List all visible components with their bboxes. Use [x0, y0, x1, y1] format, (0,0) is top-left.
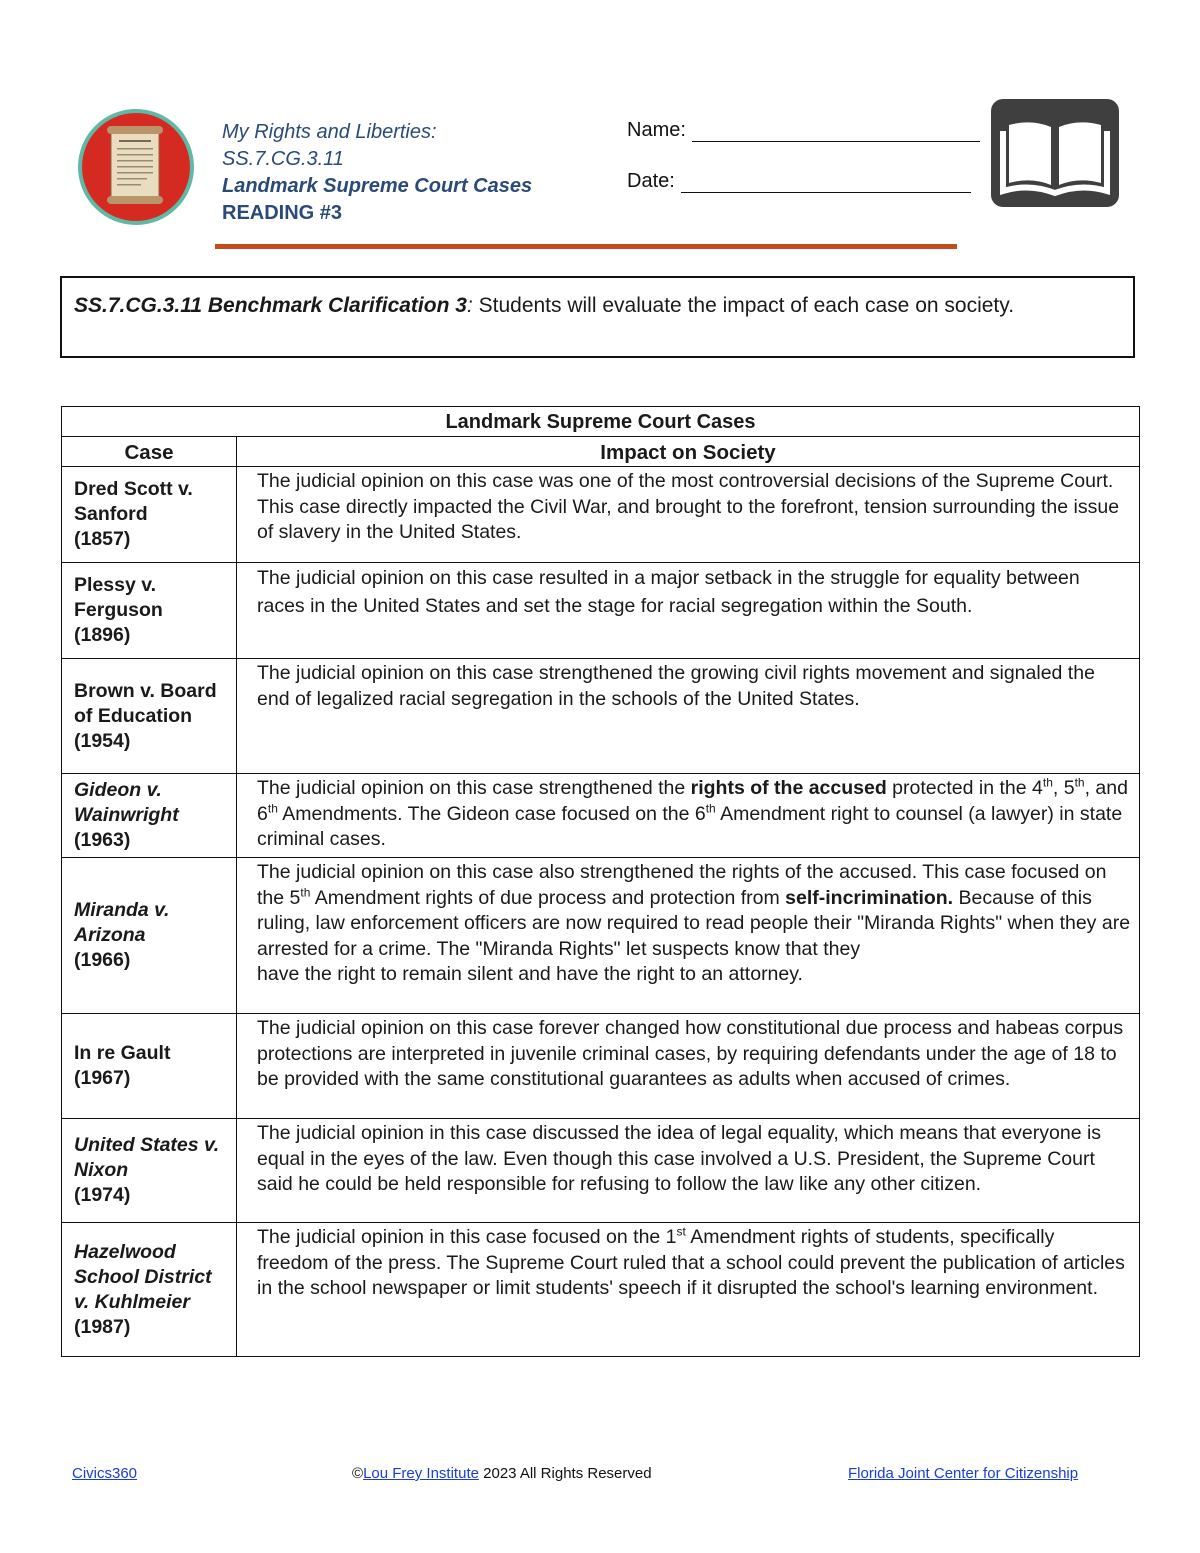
florida-joint-center-link[interactable]: Florida Joint Center for Citizenship [848, 1465, 1079, 1482]
clarification-colon: : [466, 294, 473, 317]
table-row [62, 858, 1140, 1014]
ordinal-suffix: st [676, 1224, 686, 1239]
impact-cell [237, 858, 1140, 1014]
case-name: Plessy v. Ferguson [74, 574, 163, 621]
impact-cell: The judicial opinion in this case discussed the idea of legal equality, which means that everyone is equal in the eyes of the law. Even though this case involved a U.S. President, the Supreme Court said he could be held responsible for refusing to follow the law like any other citizen. [237, 1119, 1140, 1223]
case-cell [62, 659, 237, 774]
case-cell [62, 563, 237, 659]
case-year: (1896) [74, 624, 131, 646]
impact-text: Amendment rights of students, specifically freedom of the press. The Supreme Court ruled that a school could prevent the publication of articles in the school newspaper or limit students' speech if it disrupted the school's learning environment. [257, 1226, 1125, 1299]
civics360-link[interactable]: Civics360 [72, 1465, 138, 1482]
ordinal-suffix: th [267, 801, 278, 815]
impact-text: protected in the 4 [886, 777, 1043, 799]
footer-left [72, 1465, 137, 1482]
name-blank[interactable] [692, 121, 980, 142]
table-row [62, 774, 1140, 858]
case-year: (1857) [74, 528, 131, 550]
impact-text: , 5 [1052, 777, 1075, 799]
table-caption: Landmark Supreme Court Cases [62, 407, 1140, 437]
case-year: (1954) [74, 729, 131, 752]
scroll-document-icon [77, 108, 195, 226]
case-cell [62, 774, 237, 858]
impact-cell: The judicial opinion on this case strengthened the growing civil rights movement and signaled the end of legalized racial segregation in the schools of the United States. [237, 659, 1140, 774]
impact-text: Amendment right to counsel (a lawyer) in state criminal cases. [257, 802, 1123, 850]
series-title: My Rights and Liberties: [222, 121, 437, 143]
table-row [62, 467, 1140, 563]
reading-number: READING #3 [222, 202, 343, 224]
clarification-text: Students will evaluate the impact of each case on society. [472, 294, 1015, 317]
impact-cell: The judicial opinion on this case resulted in a major setback in the struggle for equality between races in the United States and set the stage for racial segregation within the South. [237, 563, 1140, 659]
case-cell [62, 1014, 237, 1119]
footer-right [848, 1465, 1078, 1482]
table-row [62, 1014, 1140, 1119]
column-header-impact: Impact on Society [237, 437, 1140, 467]
impact-cell [237, 1223, 1140, 1357]
table-row [62, 1119, 1140, 1223]
case-cell [62, 858, 237, 1014]
column-header-case: Case [62, 437, 237, 467]
table-row [62, 1223, 1140, 1357]
impact-text: Amendment rights of due process and protection from [310, 886, 786, 909]
case-name: Dred Scott v. Sanford [74, 478, 193, 525]
impact-emphasis: rights of the accused [690, 777, 887, 799]
case-cell [62, 467, 237, 563]
table-row [62, 563, 1140, 659]
copyright-symbol: © [352, 1465, 364, 1482]
clarification-lead: SS.7.CG.3.11 Benchmark Clarification 3 [74, 294, 467, 317]
impact-text: , and 6 [257, 777, 1128, 825]
impact-text: The judicial opinion on this case also strengthened the rights of the accused. This case focused on the 5 [257, 861, 1107, 909]
impact-text: Amendments. The Gideon case focused on the 6 [277, 802, 706, 825]
footer-copyright [352, 1465, 652, 1482]
table-row [62, 659, 1140, 774]
ordinal-suffix: th [1042, 775, 1053, 790]
impact-text: The judicial opinion on this case strengthened the [257, 777, 691, 799]
case-cell [62, 1223, 237, 1357]
copyright-text: 2023 All Rights Reserved [478, 1465, 652, 1482]
case-name: Miranda v. Arizona [74, 899, 170, 946]
date-field[interactable] [627, 170, 971, 193]
impact-emphasis: self-incrimination. [785, 886, 954, 909]
impact-text: have the right to remain silent and have the right to an attorney. [257, 963, 803, 985]
impact-text: Because of this ruling, law enforcement officers are now required to read people their "Miranda Rights" when they are arrested for a crime. The "Miranda Rights" let suspects know that they [257, 886, 1131, 960]
case-year: (1987) [74, 1315, 131, 1338]
ordinal-suffix: th [1074, 775, 1085, 790]
case-name: Hazelwood School District v. Kuhlmeier [74, 1240, 212, 1313]
case-year: (1963) [74, 829, 131, 851]
benchmark-code: SS.7.CG.3.11 [222, 148, 344, 170]
case-year: (1967) [74, 1067, 131, 1089]
case-year: (1966) [74, 949, 131, 971]
title-block [222, 119, 532, 227]
impact-cell [237, 774, 1140, 858]
lesson-title: Landmark Supreme Court Cases [222, 175, 533, 197]
impact-cell: The judicial opinion on this case forever changed how constitutional due process and habeas corpus protections are interpreted in juvenile criminal cases, by requiring defendants under the age of 18 to be provided with the same constitutional guarantees as adults when accused of crimes. [237, 1014, 1140, 1119]
open-book-icon [991, 99, 1119, 207]
case-name: Gideon v. Wainwright [74, 779, 179, 826]
date-blank[interactable] [681, 172, 971, 193]
cases-table [61, 406, 1140, 1357]
lou-frey-link[interactable]: Lou Frey Institute [363, 1465, 479, 1482]
date-label: Date: [627, 170, 675, 192]
case-year: (1974) [74, 1184, 131, 1206]
benchmark-clarification [60, 276, 1135, 358]
case-name: In re Gault [74, 1042, 171, 1064]
case-cell [62, 1119, 237, 1223]
case-name: United States v. Nixon [74, 1134, 220, 1181]
impact-cell: The judicial opinion on this case was one of the most controversial decisions of the Supreme Court. This case directly impacted the Civil War, and brought to the forefront, tension surrounding the issue of slavery in the United States. [237, 467, 1140, 563]
impact-text: The judicial opinion in this case focused on the 1 [257, 1226, 677, 1248]
name-label: Name: [627, 119, 686, 141]
case-name: Brown v. Board of Education [74, 679, 217, 727]
header-divider [215, 244, 957, 249]
ordinal-suffix: th [705, 801, 716, 815]
ordinal-suffix: th [300, 885, 311, 899]
name-field[interactable] [627, 119, 980, 142]
